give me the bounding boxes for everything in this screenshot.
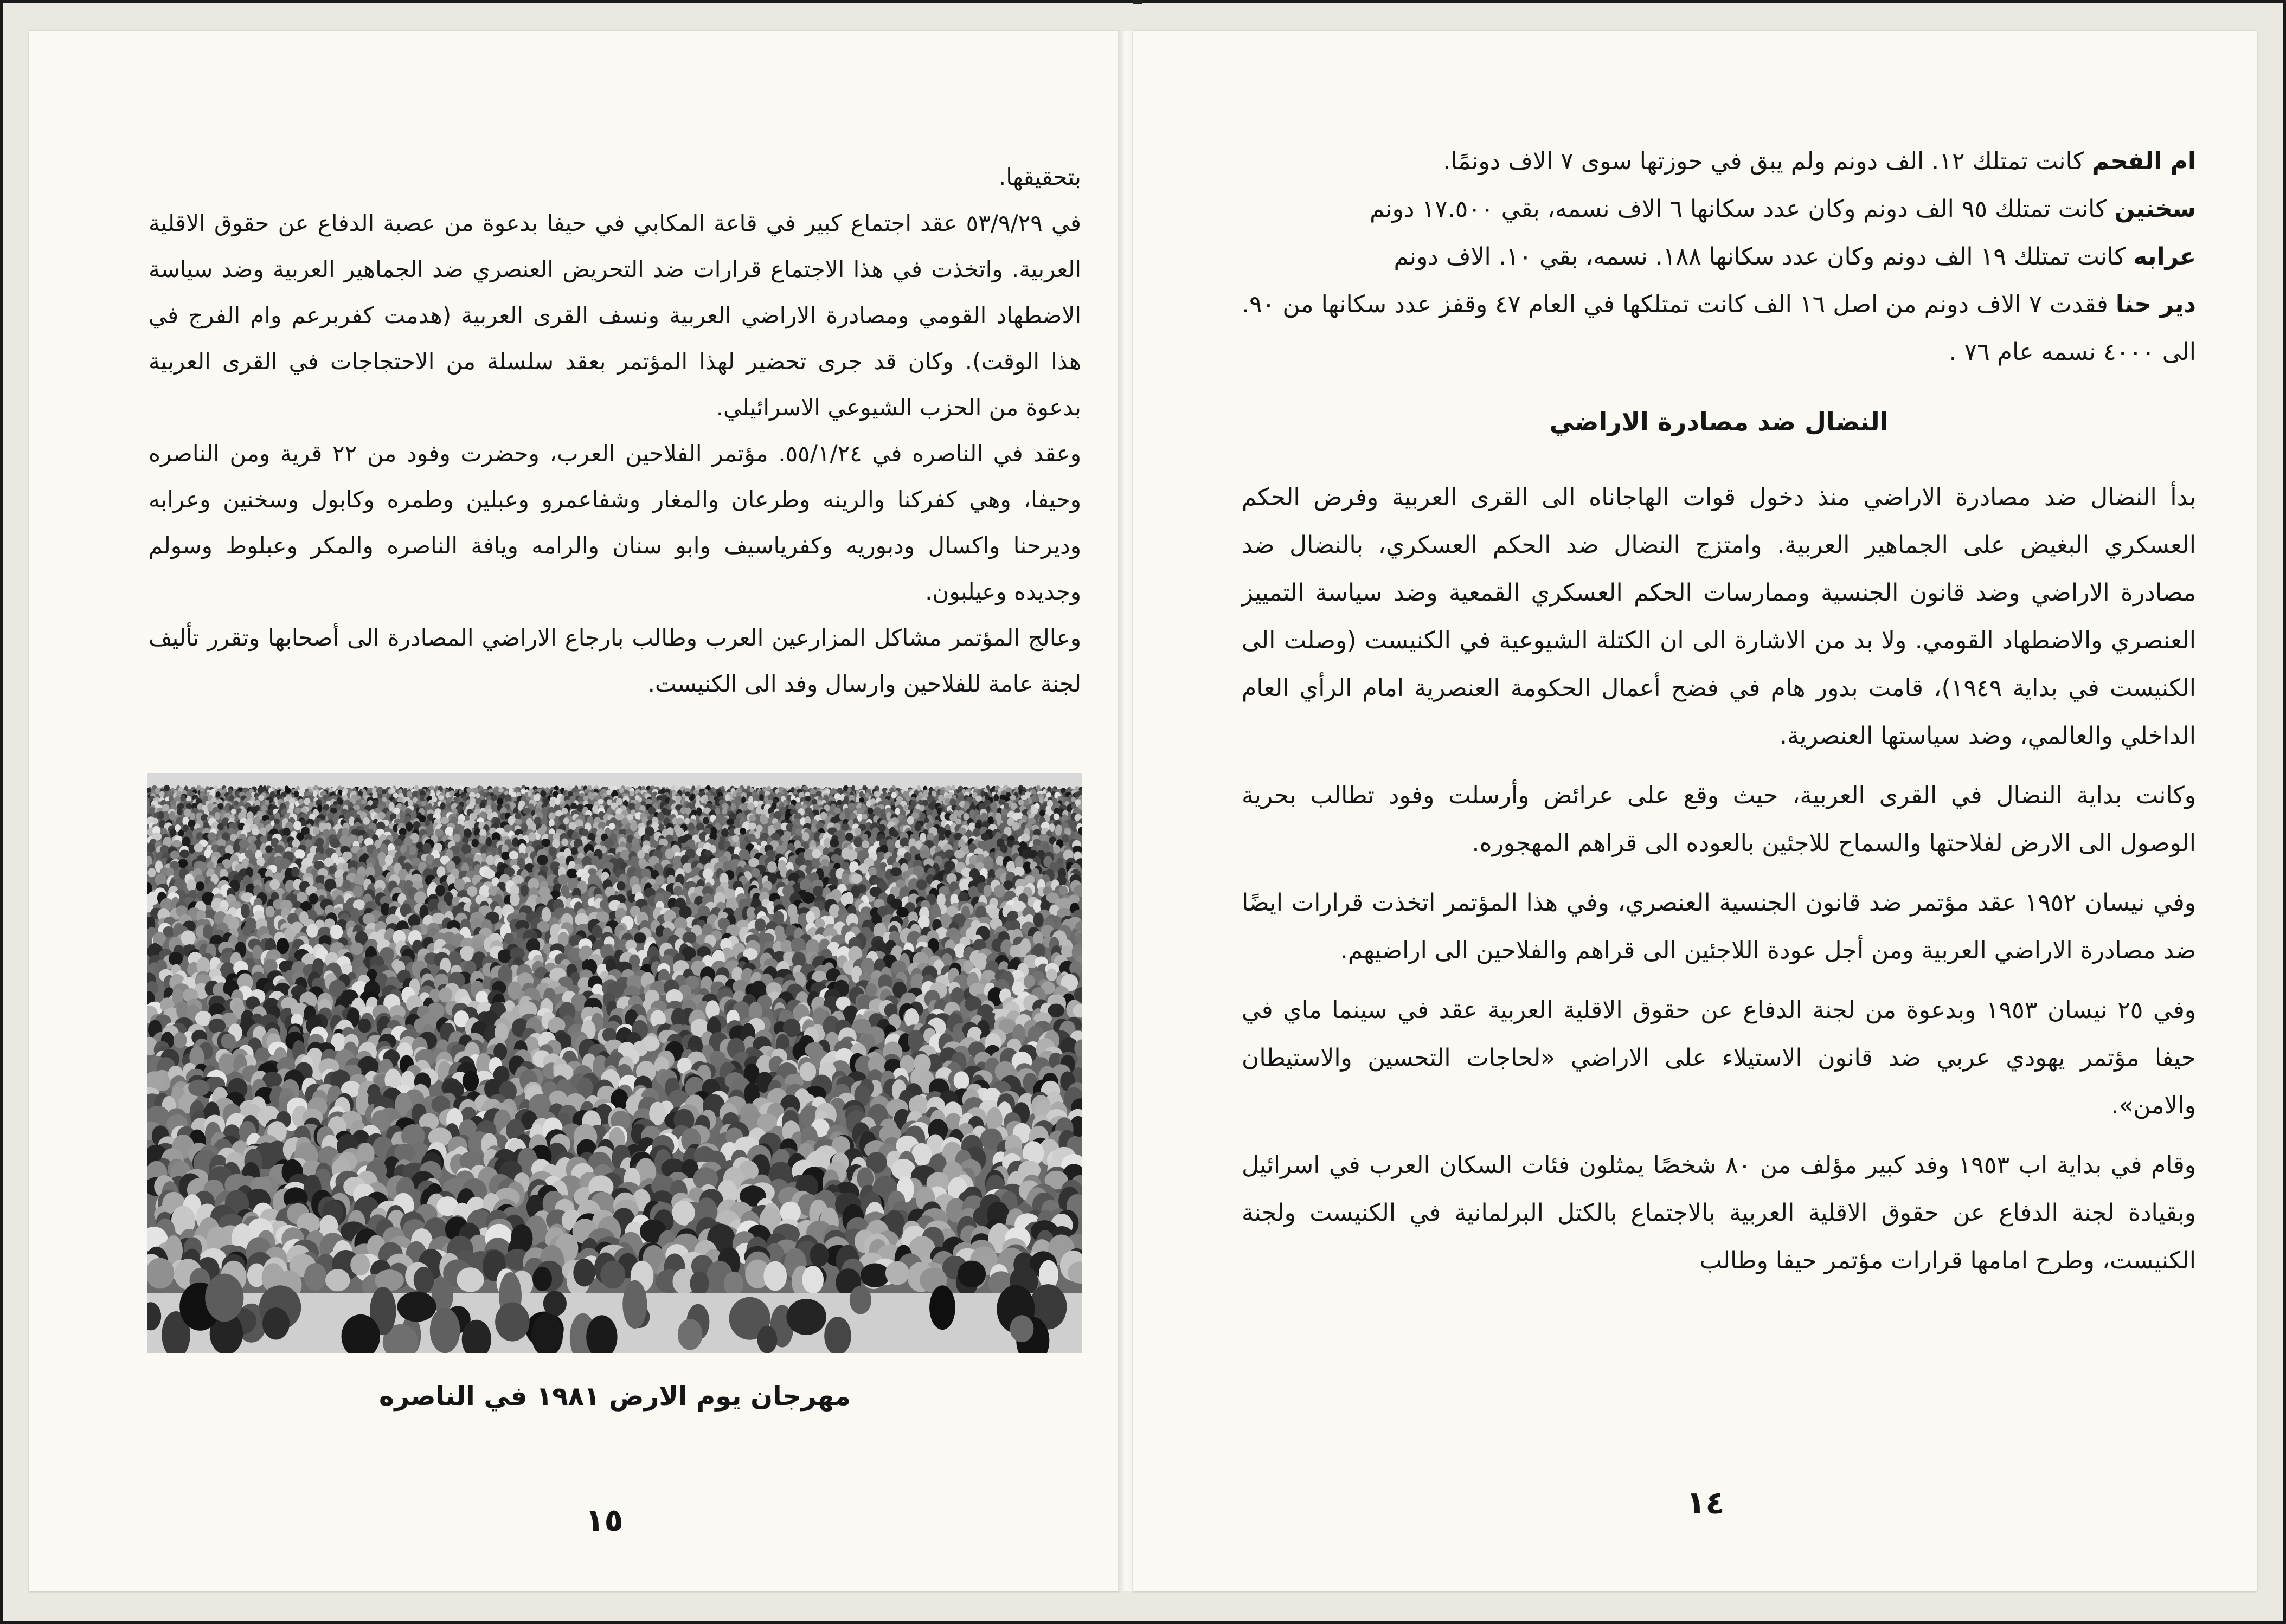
village-name: ام الفحم (2091, 147, 2196, 175)
village-entry (1242, 281, 2196, 376)
village-entry (1242, 233, 2196, 281)
village-entry (1242, 138, 2196, 185)
village-text: كانت تمتلك ١٩ الف دونم وكان عدد سكانها ١٨٨. نسمه، بقي ١٠. الاف دونم (1394, 243, 2126, 270)
left-paragraph-4: وعالج المؤتمر مشاكل المزارعين العرب وطالب بارجاع الاراضي المصادرة الى أصحابها وتقرر تأليف لجنة عامة للفلاحين وارسال وفد الى الكنيست. (149, 624, 1081, 697)
right-paragraph-3: وفي نيسان ١٩٥٢ عقد مؤتمر ضد قانون الجنسية العنصري، وفي هذا المؤتمر اتخذت قرارات ايضًا ضد مصادرة الاراضي العربية ومن أجل عودة اللاجئين الى قراهم والفلاحين الى اراضيهم. (1242, 889, 2197, 964)
left-page (29, 31, 1119, 1591)
village-name: عرابه (2133, 243, 2196, 270)
right-paragraph-5: وقام في بداية اب ١٩٥٣ وفد كبير مؤلف من ٨٠ شخصًا يمثلون فئات السكان العرب في اسرائيل وبقيادة لجنة الدفاع عن حقوق الاقلية العربية بالاجتماع بالكتل البرلمانية في الكنيست ولجنة الكنيست، وطرح امامها قرارات مؤتمر حيفا وطالب (1242, 1151, 2196, 1274)
registration-mark (1133, 0, 1142, 4)
photo-caption: مهرجان يوم الارض ١٩٨١ في الناصره (379, 1381, 851, 1412)
left-paragraph-2: في ٥٣/٩/٢٩ عقد اجتماع كبير في قاعة المكابي في حيفا بدعوة من عصبة الدفاع عن حقوق الاقلية العربية. واتخذت في هذا الاجتماع قرارات ضد التحريض العنصري ضد الجماهير العربية وضد سياسة الاضطهاد القومي ومصادرة الاراضي العربية ونسف القرى العربية (هدمت كفربرعم وام الفرج في هذا الوقت). وكان قد جرى تحضير لهذا المؤتمر بعقد سلسلة من الاحتجاجات في القرى العربية بدعوة من الحزب الشيوعي الاسرائيلي. (149, 210, 1081, 421)
village-name: سخنين (2114, 195, 2196, 223)
book-spine (1118, 31, 1134, 1591)
village-text: كانت تمتلك ١٢. الف دونم ولم يبق في حوزتها سوى ٧ الاف دونمًا. (1443, 147, 2084, 175)
right-paragraph-4: وفي ٢٥ نيسان ١٩٥٣ وبدعوة من لجنة الدفاع عن حقوق الاقلية العربية عقد في سينما ماي في حيفا مؤتمر يهودي عربي ضد قانون الاستيلاء على الاراضي «لحاجات التحسين والاستيطان والامن». (1242, 996, 2196, 1119)
village-text: فقدت ٧ الاف دونم من اصل ١٦ الف كانت تمتلكها في العام ٤٧ وقفز عدد سكانها من ٩٠. الى ٤٠٠٠ نسمه عام ٧٦ . (1242, 291, 2196, 366)
village-name: دير حنا (2115, 291, 2196, 318)
section-heading: النضال ضد مصادرة الاراضي (1549, 407, 1889, 436)
left-paragraph-1: بتحقيقها. (998, 164, 1081, 190)
right-paragraph-1: بدأ النضال ضد مصادرة الاراضي منذ دخول قوات الهاجاناه الى القرى العربية وفرض الحكم العسكري البغيض على الجماهير العربية. وامتزج النضال ضد الحكم العسكري، بالنضال ضد مصادرة الاراضي وضد قانون الجنسية وممارسات الحكم العسكري القمعية وضد سياسة التمييز العنصري والاضطهاد القومي. ولا بد من الاشارة الى ان الكتلة الشيوعية في الكنيست (وصلت الى الكنيست في بداية ١٩٤٩)، قامت بدور هام في فضح أعمال الحكومة العنصرية امام الرأي العام الداخلي والعالمي، وضد سياستها العنصرية. (1242, 484, 2196, 750)
right-page-text (1242, 138, 2196, 1285)
crowd-photo-image (147, 773, 1082, 1353)
right-page (1133, 31, 2257, 1591)
right-paragraph-2: وكانت بداية النضال في القرى العربية، حيث وقع على عرائض وأرسلت وفود تطالب بحرية الوصول الى الارض لفلاحتها والسماح للاجئين بالعوده الى قراهم المهجوره. (1242, 782, 2196, 857)
village-entry (1242, 185, 2196, 233)
left-page-text (149, 154, 1081, 707)
page-number-left: ١٥ (585, 1501, 624, 1538)
village-text: كانت تمتلك ٩٥ الف دونم وكان عدد سكانها ٦ الاف نسمه، بقي ١٧.٥٠٠ دونم (1370, 195, 2107, 223)
page-number-right: ١٤ (1686, 1484, 1725, 1521)
crowd-photo (147, 773, 1082, 1353)
left-paragraph-3: وعقد في الناصره في ٥٥/١/٢٤. مؤتمر الفلاحين العرب، وحضرت وفود من ٢٢ قرية ومن الناصره وحيفا، وهي كفركنا والرينه وطرعان والمغار وشفاعمرو وعبلين وطمره وكابول وسخنين وعرابه وديرحنا واكسال ودبوريه وكفرياسيف وابو سنان والرامه ويافة الناصره والمكر وعبلوط وسولم وجديده وعيلبون. (149, 440, 1081, 605)
